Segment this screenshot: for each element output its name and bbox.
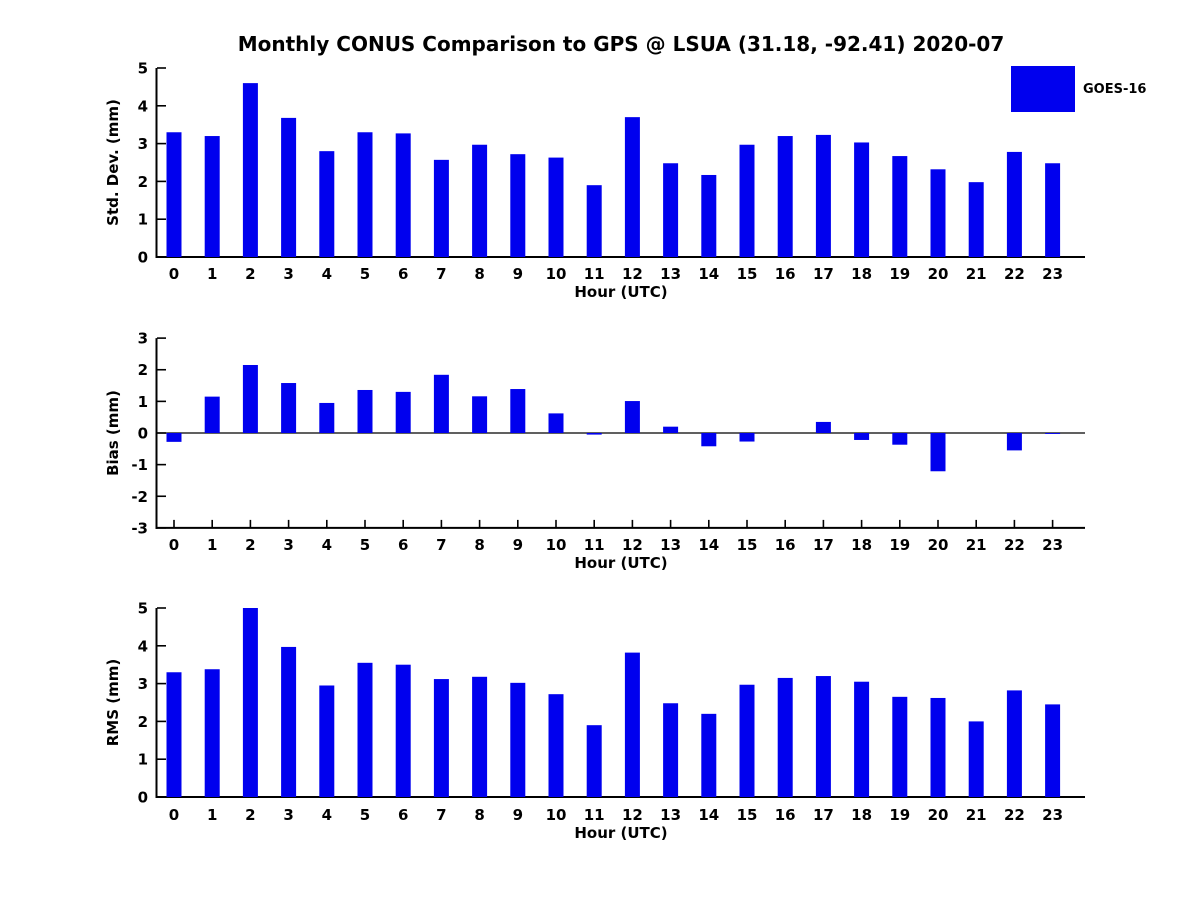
std-dev-chart [0,50,1200,300]
y-tick-label: 4 [137,637,148,656]
bar-hour-0 [167,672,182,797]
bar-hour-9 [510,683,525,797]
bar-hour-6 [396,392,411,433]
bar-hour-18 [854,433,869,440]
rms-chart [0,595,1200,845]
bar-hour-21 [969,721,984,797]
x-axis-label: Hour (UTC) [574,824,668,842]
x-tick-label: 20 [927,265,949,283]
x-tick-label: 9 [512,536,524,554]
bar-hour-12 [625,653,640,797]
bar-hour-13 [663,163,678,257]
y-axis-label: RMS (mm) [104,658,122,747]
bar-hour-10 [549,158,564,257]
bar-hour-1 [205,669,220,797]
bar-hour-16 [778,136,793,257]
bar-hour-15 [740,685,755,797]
x-tick-label: 2 [245,806,256,824]
bar-hour-12 [625,117,640,257]
x-tick-label: 13 [660,536,682,554]
x-tick-label: 23 [1042,536,1064,554]
bar-hour-9 [510,154,525,257]
bar-hour-21 [969,182,984,257]
bar-hour-17 [816,135,831,257]
bar-hour-6 [396,665,411,797]
x-tick-label: 0 [168,536,180,554]
x-tick-label: 17 [812,806,834,824]
bar-hour-17 [816,422,831,433]
x-tick-label: 22 [1003,806,1025,824]
bar-hour-5 [358,132,373,257]
bar-hour-22 [1007,690,1022,797]
x-tick-label: 19 [889,265,911,283]
figure-title: Monthly CONUS Comparison to GPS @ LSUA (31.18, -92.41) 2020-07 [237,32,1005,56]
bar-hour-15 [740,145,755,257]
x-tick-label: 1 [206,536,218,554]
bar-hour-8 [472,145,487,257]
x-tick-label: 2 [245,536,256,554]
x-tick-label: 14 [698,265,720,283]
bar-hour-3 [281,647,296,797]
y-tick-label: 0 [137,248,148,267]
y-tick-label: 3 [137,329,148,348]
x-tick-label: 0 [168,265,180,283]
bar-hour-5 [358,663,373,797]
bar-hour-4 [319,151,334,257]
x-tick-label: 8 [474,265,485,283]
x-tick-label: 13 [660,265,682,283]
bar-hour-11 [587,725,602,797]
x-tick-label: 19 [889,536,911,554]
y-tick-label: 1 [137,750,148,769]
x-tick-label: 23 [1042,265,1064,283]
y-tick-label: -3 [131,519,148,538]
x-tick-label: 22 [1003,265,1025,283]
x-tick-label: 16 [774,265,796,283]
x-tick-label: 11 [583,265,605,283]
x-tick-label: 6 [397,265,409,283]
bar-hour-8 [472,677,487,797]
x-tick-label: 17 [812,265,834,283]
bar-hour-22 [1007,152,1022,257]
bar-hour-7 [434,160,449,257]
bar-hour-10 [549,413,564,433]
x-tick-label: 9 [512,265,524,283]
x-axis-label: Hour (UTC) [574,554,668,572]
bar-hour-0 [167,433,182,442]
bar-hour-9 [510,389,525,433]
bias-chart [0,325,1200,575]
legend-series-label: GOES-16 [1083,81,1147,97]
x-tick-label: 14 [698,536,720,554]
bar-hour-5 [358,390,373,433]
bar-hour-19 [892,433,907,445]
x-tick-label: 18 [851,536,873,554]
bar-hour-13 [663,703,678,797]
bar-hour-7 [434,375,449,433]
bar-hour-2 [243,83,258,257]
x-tick-label: 8 [474,806,485,824]
y-tick-label: 5 [137,599,148,618]
bar-hour-23 [1045,704,1060,797]
x-tick-label: 13 [660,806,682,824]
x-tick-label: 18 [851,806,873,824]
x-tick-label: 1 [206,806,218,824]
x-axis-label: Hour (UTC) [574,283,668,300]
bar-hour-4 [319,685,334,797]
x-tick-label: 11 [583,536,605,554]
y-tick-label: 5 [137,59,148,78]
bar-hour-12 [625,401,640,433]
x-tick-label: 17 [812,536,834,554]
bar-hour-14 [701,433,716,446]
x-tick-label: 12 [621,806,643,824]
x-tick-label: 16 [774,536,796,554]
bar-hour-16 [778,678,793,797]
x-tick-label: 5 [359,806,371,824]
x-tick-label: 23 [1042,806,1064,824]
bar-hour-3 [281,118,296,257]
y-tick-label: 1 [137,392,148,411]
x-tick-label: 2 [245,265,256,283]
bar-hour-1 [205,136,220,257]
y-axis-label: Std. Dev. (mm) [104,99,122,226]
bar-hour-11 [587,433,602,435]
bar-hour-23 [1045,433,1060,434]
x-tick-label: 8 [474,536,485,554]
x-tick-label: 3 [283,536,294,554]
x-tick-label: 7 [436,536,447,554]
bar-hour-6 [396,133,411,257]
x-tick-label: 11 [583,806,605,824]
bar-hour-20 [931,698,946,797]
y-tick-label: 2 [137,361,148,380]
bar-hour-19 [892,156,907,257]
x-tick-label: 20 [927,536,949,554]
bar-hour-4 [319,403,334,433]
y-axis-label: Bias (mm) [104,390,122,476]
x-tick-label: 22 [1003,536,1025,554]
y-tick-label: 3 [137,135,148,154]
x-tick-label: 5 [359,536,371,554]
y-tick-label: -1 [131,456,148,475]
x-tick-label: 12 [621,536,643,554]
bar-hour-8 [472,396,487,433]
bar-hour-19 [892,697,907,797]
y-tick-label: 2 [137,712,148,731]
y-tick-label: 4 [137,97,148,116]
x-tick-label: 7 [436,806,447,824]
x-tick-label: 3 [283,806,294,824]
x-tick-label: 10 [545,806,567,824]
x-tick-label: 0 [168,806,180,824]
bar-hour-17 [816,676,831,797]
y-tick-label: 2 [137,172,148,191]
x-tick-label: 9 [512,806,524,824]
x-tick-label: 4 [321,806,333,824]
x-tick-label: 15 [736,265,758,283]
bar-hour-20 [931,433,946,471]
x-tick-label: 4 [321,265,333,283]
y-tick-label: 0 [137,788,148,807]
x-tick-label: 7 [436,265,447,283]
bar-hour-14 [701,175,716,257]
x-tick-label: 12 [621,265,643,283]
x-tick-label: 10 [545,265,567,283]
bar-hour-2 [243,365,258,433]
x-tick-label: 4 [321,536,333,554]
x-tick-label: 18 [851,265,873,283]
y-tick-label: -2 [131,487,148,506]
bar-hour-3 [281,383,296,433]
x-tick-label: 14 [698,806,720,824]
x-tick-label: 21 [965,265,987,283]
bar-hour-18 [854,142,869,257]
bar-hour-15 [740,433,755,442]
bar-hour-1 [205,397,220,433]
bar-hour-10 [549,694,564,797]
x-tick-label: 20 [927,806,949,824]
y-tick-label: 3 [137,675,148,694]
x-tick-label: 6 [397,536,409,554]
bar-hour-7 [434,679,449,797]
x-tick-label: 6 [397,806,409,824]
bar-hour-14 [701,714,716,797]
x-tick-label: 1 [206,265,218,283]
x-tick-label: 19 [889,806,911,824]
bar-hour-20 [931,169,946,257]
x-tick-label: 21 [965,536,987,554]
bar-hour-23 [1045,163,1060,257]
bar-hour-0 [167,132,182,257]
x-tick-label: 16 [774,806,796,824]
bar-hour-2 [243,608,258,797]
x-tick-label: 21 [965,806,987,824]
bar-hour-22 [1007,433,1022,450]
x-tick-label: 15 [736,536,758,554]
bar-hour-13 [663,427,678,433]
bar-hour-18 [854,682,869,797]
y-tick-label: 0 [137,424,148,443]
x-tick-label: 3 [283,265,294,283]
bar-hour-11 [587,185,602,257]
x-tick-label: 10 [545,536,567,554]
x-tick-label: 15 [736,806,758,824]
y-tick-label: 1 [137,210,148,229]
x-tick-label: 5 [359,265,371,283]
